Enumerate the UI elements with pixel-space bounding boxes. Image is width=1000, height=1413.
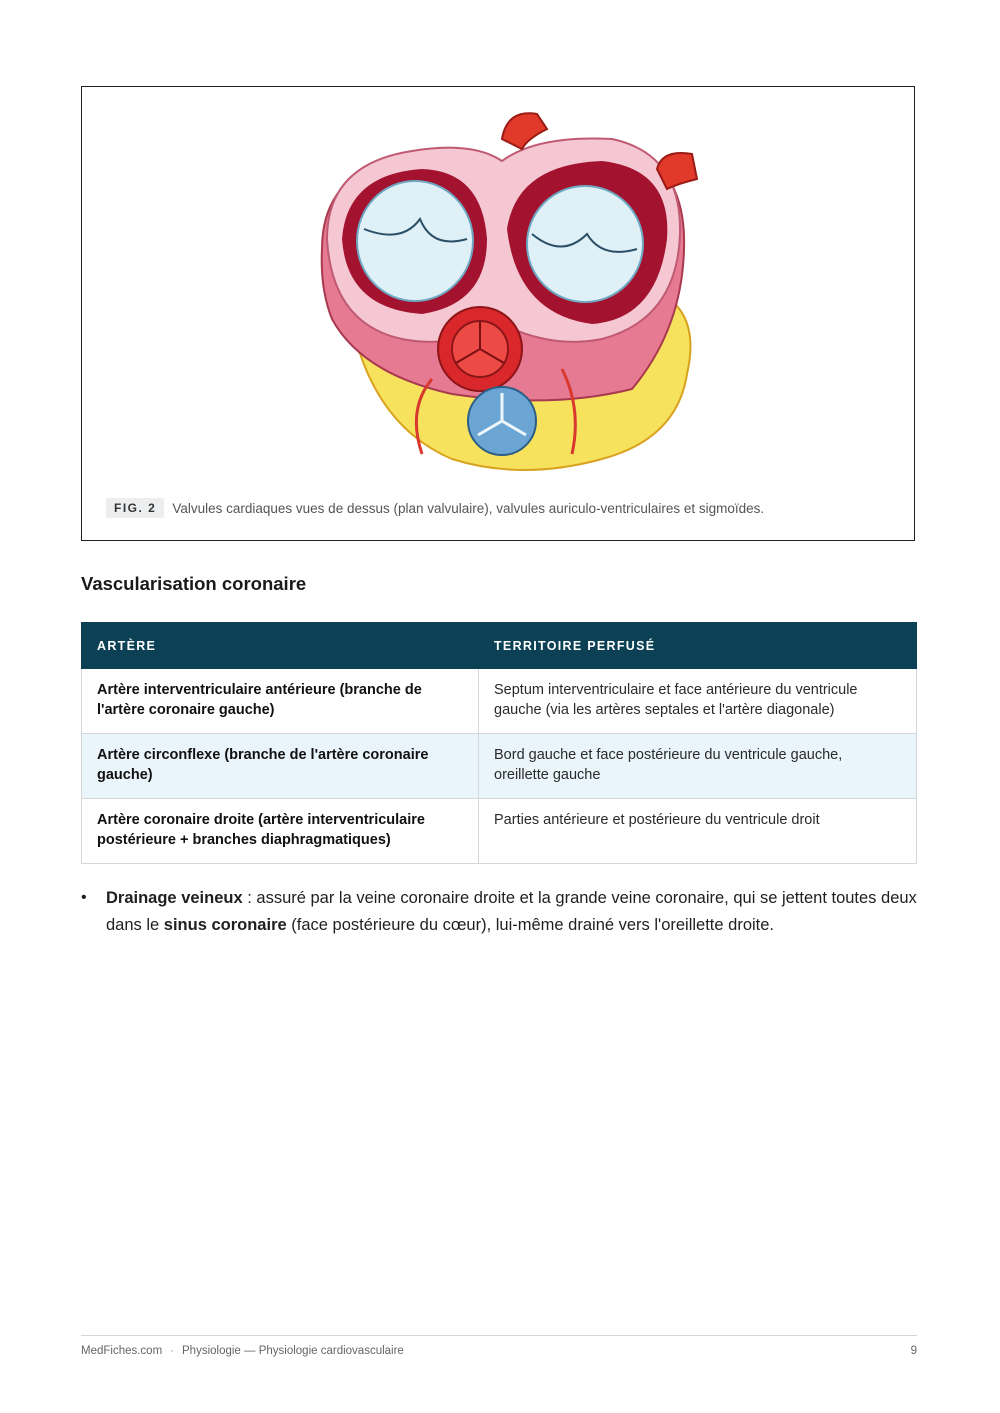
page-footer [81,1335,917,1357]
figure-caption [106,498,764,518]
artery-cell: Artère coronaire droite (artère interventriculaire postérieure + branches diaphragmatiques) [82,799,479,864]
figure-tag: FIG. 2 [106,498,164,518]
heart-valves-illustration [302,109,712,479]
section-title: Vascularisation coronaire [81,573,307,594]
artery-cell: Artère circonflexe (branche de l'artère coronaire gauche) [82,734,479,799]
table-header-row [82,623,917,669]
footer-path: Physiologie — Physiologie cardiovasculaire [182,1345,404,1357]
territory-cell: Septum interventriculaire et face antérieure du ventricule gauche (via les artères septales et l'artère diagonale) [479,669,917,734]
bullet-item [81,885,917,938]
tricuspid-valve [527,186,643,302]
bullet-part1: : assuré par la veine coronaire droite et la grande veine coronaire, qui se jettent toutes deux dans le [106,889,917,934]
territory-cell: Parties antérieure et postérieure du ventricule droit [479,799,917,864]
territory-cell: Bord gauche et face postérieure du ventricule gauche, oreillette gauche [479,734,917,799]
figure-box [81,86,915,541]
footer-site: MedFiches.com [81,1345,163,1357]
bullet-bold2: sinus coronaire [163,915,287,934]
bullet-text [81,885,917,938]
figure-caption-text: Valvules cardiaques vues de dessus (plan valvulaire), valvules auriculo-ventriculaires et sigmoïdes. [172,500,765,516]
artery-cell: Artère interventriculaire antérieure (branche de l'artère coronaire gauche) [82,669,479,734]
bullet-term: Drainage veineux [106,889,243,907]
coronary-table [81,622,917,864]
page-number: 9 [910,1345,917,1357]
table-row [82,734,917,799]
footer-separator: · [170,1345,175,1357]
header-artery: ARTÈRE [82,623,479,669]
footer-left [81,1345,404,1357]
bullet-part2: (face postérieure du cœur), lui-même drainé vers l'oreillette droite. [286,915,775,934]
table-row [82,799,917,864]
header-territory: TERRITOIRE PERFUSÉ [479,623,917,669]
table-row [82,669,917,734]
bullet-marker: • [81,889,87,906]
